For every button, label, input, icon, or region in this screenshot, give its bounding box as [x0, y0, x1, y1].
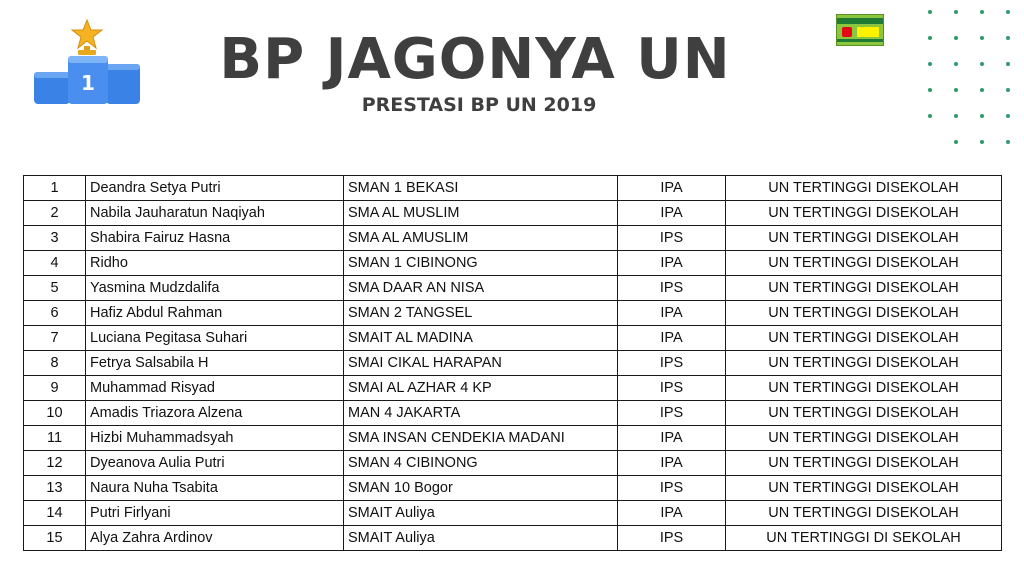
- student-name-cell: Shabira Fairuz Hasna: [86, 226, 344, 251]
- major-cell: IPS: [618, 476, 726, 501]
- school-name-cell: SMAIT Auliya: [344, 501, 618, 526]
- school-name-cell: SMAIT AL MADINA: [344, 326, 618, 351]
- school-name-cell: MAN 4 JAKARTA: [344, 401, 618, 426]
- major-cell: IPA: [618, 451, 726, 476]
- achievement-note-cell: UN TERTINGGI DISEKOLAH: [726, 201, 1002, 226]
- achievement-table: [23, 175, 1002, 551]
- major-cell: IPS: [618, 351, 726, 376]
- page-title: [0, 26, 950, 94]
- row-number-cell: 5: [24, 276, 86, 301]
- student-name-cell: Muhammad Risyad: [86, 376, 344, 401]
- major-cell: IPA: [618, 426, 726, 451]
- row-number-cell: 12: [24, 451, 86, 476]
- table-row: [24, 226, 1002, 251]
- table-row: [24, 501, 1002, 526]
- table-row: [24, 176, 1002, 201]
- achievement-note-cell: UN TERTINGGI DISEKOLAH: [726, 426, 1002, 451]
- row-number-cell: 2: [24, 201, 86, 226]
- student-name-cell: Ridho: [86, 251, 344, 276]
- podium-first-label: 1: [81, 71, 95, 95]
- row-number-cell: 9: [24, 376, 86, 401]
- student-name-cell: Putri Firlyani: [86, 501, 344, 526]
- achievement-table-body: [24, 176, 1002, 551]
- school-name-cell: SMAIT Auliya: [344, 526, 618, 551]
- achievement-note-cell: UN TERTINGGI DISEKOLAH: [726, 276, 1002, 301]
- page-subtitle: PRESTASI BP UN 2019: [361, 94, 597, 116]
- school-name-cell: SMAN 4 CIBINONG: [344, 451, 618, 476]
- student-name-cell: Amadis Triazora Alzena: [86, 401, 344, 426]
- major-cell: IPA: [618, 201, 726, 226]
- school-name-cell: SMAN 1 CIBINONG: [344, 251, 618, 276]
- row-number-cell: 15: [24, 526, 86, 551]
- school-name-cell: SMAN 2 TANGSEL: [344, 301, 618, 326]
- row-number-cell: 10: [24, 401, 86, 426]
- student-name-cell: Naura Nuha Tsabita: [86, 476, 344, 501]
- student-name-cell: Yasmina Mudzdalifa: [86, 276, 344, 301]
- row-number-cell: 1: [24, 176, 86, 201]
- school-name-cell: SMA DAAR AN NISA: [344, 276, 618, 301]
- achievement-note-cell: UN TERTINGGI DISEKOLAH: [726, 251, 1002, 276]
- school-name-cell: SMAN 10 Bogor: [344, 476, 618, 501]
- table-row: [24, 201, 1002, 226]
- row-number-cell: 4: [24, 251, 86, 276]
- table-row: [24, 526, 1002, 551]
- achievement-note-cell: UN TERTINGGI DISEKOLAH: [726, 351, 1002, 376]
- school-name-cell: SMAN 1 BEKASI: [344, 176, 618, 201]
- row-number-cell: 7: [24, 326, 86, 351]
- major-cell: IPA: [618, 301, 726, 326]
- table-row: [24, 326, 1002, 351]
- row-number-cell: 13: [24, 476, 86, 501]
- table-row: [24, 301, 1002, 326]
- school-name-cell: SMAI AL AZHAR 4 KP: [344, 376, 618, 401]
- row-number-cell: 3: [24, 226, 86, 251]
- student-name-cell: Fetrya Salsabila H: [86, 351, 344, 376]
- table-row: [24, 426, 1002, 451]
- achievement-note-cell: UN TERTINGGI DISEKOLAH: [726, 176, 1002, 201]
- school-name-cell: SMA AL MUSLIM: [344, 201, 618, 226]
- achievement-note-cell: UN TERTINGGI DISEKOLAH: [726, 401, 1002, 426]
- table-row: [24, 251, 1002, 276]
- achievement-note-cell: UN TERTINGGI DISEKOLAH: [726, 476, 1002, 501]
- student-name-cell: Dyeanova Aulia Putri: [86, 451, 344, 476]
- major-cell: IPA: [618, 326, 726, 351]
- student-name-cell: Luciana Pegitasa Suhari: [86, 326, 344, 351]
- student-name-cell: Nabila Jauharatun Naqiyah: [86, 201, 344, 226]
- major-cell: IPS: [618, 376, 726, 401]
- row-number-cell: 6: [24, 301, 86, 326]
- row-number-cell: 14: [24, 501, 86, 526]
- major-cell: IPS: [618, 276, 726, 301]
- achievement-note-cell: UN TERTINGGI DISEKOLAH: [726, 501, 1002, 526]
- school-name-cell: SMA AL AMUSLIM: [344, 226, 618, 251]
- table-row: [24, 276, 1002, 301]
- table-row: [24, 476, 1002, 501]
- school-name-cell: SMAI CIKAL HARAPAN: [344, 351, 618, 376]
- table-row: [24, 401, 1002, 426]
- page-title-text: BP JAGONYA UN: [219, 27, 731, 92]
- student-name-cell: Hizbi Muhammadsyah: [86, 426, 344, 451]
- achievement-note-cell: UN TERTINGGI DISEKOLAH: [726, 301, 1002, 326]
- row-number-cell: 8: [24, 351, 86, 376]
- achievement-note-cell: UN TERTINGGI DI SEKOLAH: [726, 526, 1002, 551]
- achievement-note-cell: UN TERTINGGI DISEKOLAH: [726, 376, 1002, 401]
- major-cell: IPS: [618, 526, 726, 551]
- major-cell: IPA: [618, 251, 726, 276]
- major-cell: IPA: [618, 501, 726, 526]
- achievement-note-cell: UN TERTINGGI DISEKOLAH: [726, 451, 1002, 476]
- row-number-cell: 11: [24, 426, 86, 451]
- student-name-cell: Hafiz Abdul Rahman: [86, 301, 344, 326]
- student-name-cell: Alya Zahra Ardinov: [86, 526, 344, 551]
- student-name-cell: Deandra Setya Putri: [86, 176, 344, 201]
- major-cell: IPA: [618, 176, 726, 201]
- major-cell: IPS: [618, 226, 726, 251]
- table-row: [24, 451, 1002, 476]
- table-row: [24, 351, 1002, 376]
- major-cell: IPS: [618, 401, 726, 426]
- achievement-note-cell: UN TERTINGGI DISEKOLAH: [726, 226, 1002, 251]
- achievement-note-cell: UN TERTINGGI DISEKOLAH: [726, 326, 1002, 351]
- table-row: [24, 376, 1002, 401]
- school-name-cell: SMA INSAN CENDEKIA MADANI: [344, 426, 618, 451]
